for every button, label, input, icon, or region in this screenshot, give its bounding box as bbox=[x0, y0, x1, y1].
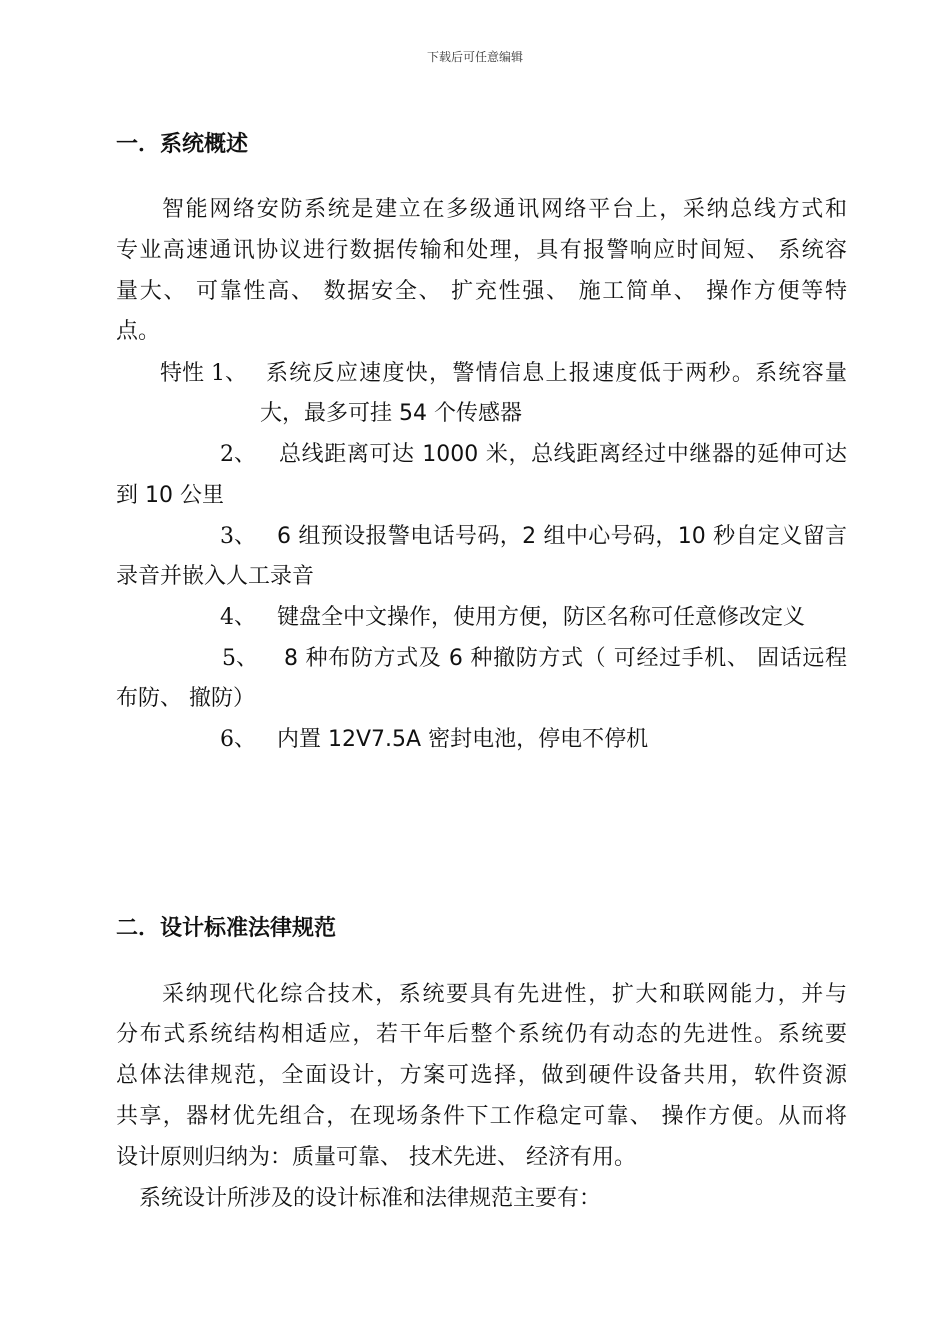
paragraph-line: 总体法律规范，全面设计，方案可选择，做到硬件设备共用，软件资源 bbox=[116, 1063, 847, 1088]
feature-line: 布防、 撤防） bbox=[116, 686, 255, 711]
paragraph-line: 采纳现代化综合技术，系统要具有先进性，扩大和联网能力，并与 bbox=[162, 982, 847, 1007]
feature-number: 4、 bbox=[220, 605, 256, 630]
features-label: 特性 1、 bbox=[160, 361, 247, 386]
feature-number: 2、 bbox=[220, 442, 256, 467]
feature-line: 到 10 公里 bbox=[116, 483, 224, 508]
paragraph-line: 专业高速通讯协议进行数据传输和处理，具有报警响应时间短、 系统容 bbox=[116, 238, 847, 263]
closing-line: 系统设计所涉及的设计标准和法律规范主要有： bbox=[139, 1186, 602, 1211]
feature-line: 键盘全中文操作，使用方便，防区名称可任意修改定义 bbox=[277, 605, 806, 630]
paragraph-line: 智能网络安防系统是建立在多级通讯网络平台上，采纳总线方式和 bbox=[162, 197, 847, 222]
section-title: 一．系统概述 bbox=[116, 132, 249, 157]
paragraph-line: 量大、 可靠性高、 数据安全、 扩充性强、 施工简单、 操作方便等特 bbox=[116, 279, 847, 304]
feature-line: 内置 12V7.5A 密封电池，停电不停机 bbox=[277, 727, 649, 752]
paragraph-line: 设计原则归纳为：质量可靠、 技术先进、 经济有用。 bbox=[116, 1145, 636, 1170]
paragraph-line: 点。 bbox=[116, 319, 161, 344]
paragraph-line: 分布式系统结构相适应，若干年后整个系统仍有动态的先进性。系统要 bbox=[116, 1022, 847, 1047]
feature-line: 大，最多可挂 54 个传感器 bbox=[260, 401, 522, 426]
feature-line: 录音并嵌入人工录音 bbox=[116, 564, 315, 589]
header-note: 下载后可任意编辑 bbox=[426, 50, 523, 64]
feature-number: 5、 bbox=[222, 646, 258, 671]
feature-line: 8 种布防方式及 6 种撤防方式（ 可经过手机、 固话远程 bbox=[284, 646, 847, 671]
feature-number: 3、 bbox=[220, 524, 256, 549]
feature-line: 6 组预设报警电话号码，2 组中心号码，10 秒自定义留言 bbox=[277, 524, 847, 549]
feature-line: 总线距离可达 1000 米，总线距离经过中继器的延伸可达 bbox=[279, 442, 847, 467]
paragraph-line: 共享，器材优先组合，在现场条件下工作稳定可靠、 操作方便。从而将 bbox=[116, 1104, 847, 1129]
feature-line: 系统反应速度快，警情信息上报速度低于两秒。系统容量 bbox=[266, 361, 847, 386]
feature-number: 6、 bbox=[220, 727, 256, 752]
section-title: 二．设计标准法律规范 bbox=[116, 916, 337, 941]
